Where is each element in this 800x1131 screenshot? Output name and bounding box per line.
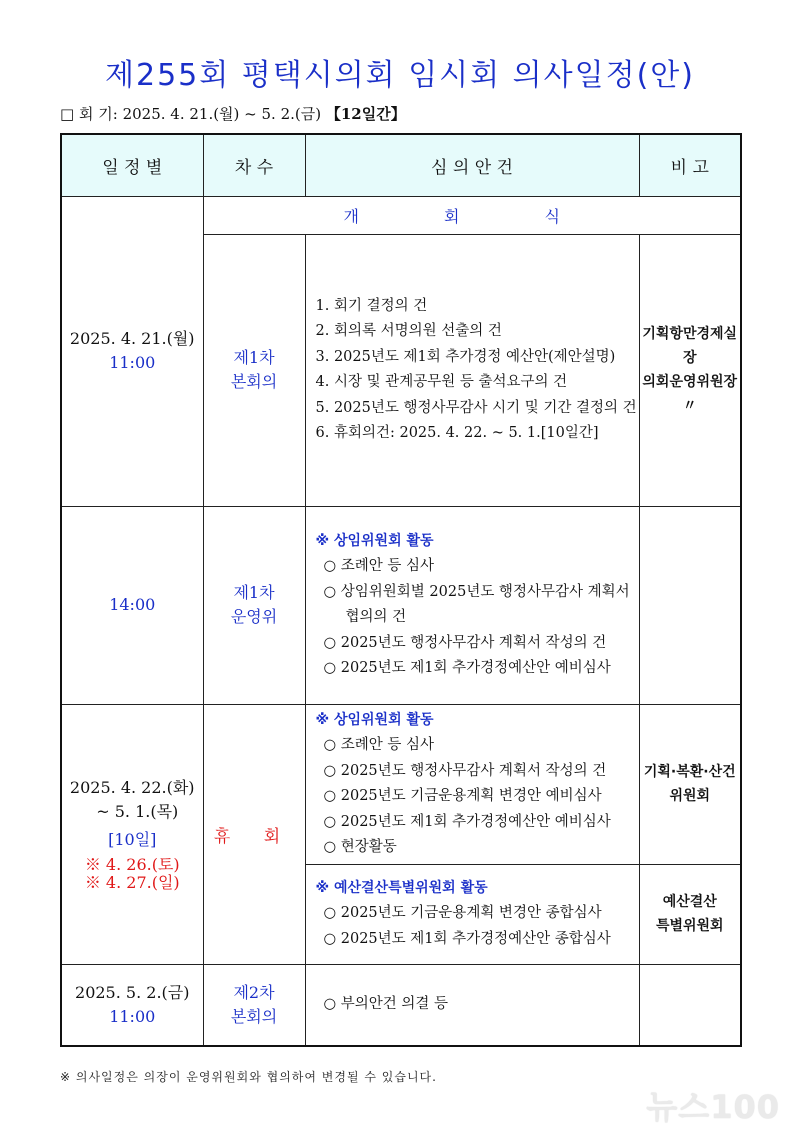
row4-agenda	[305, 864, 639, 964]
row5-order-line1: 제2차	[233, 982, 275, 1002]
row4-remarks	[639, 864, 741, 964]
row5-agenda	[305, 964, 639, 1046]
row1-order-line1: 제1차	[233, 348, 275, 367]
row5-order	[203, 964, 305, 1046]
list-item: ○ 상임위원회별 2025년도 행정사무감사 계획서	[323, 583, 630, 600]
list-item: 6. 휴회의건: 2025. 4. 22. ~ 5. 1.[10일간]	[315, 425, 599, 441]
header-remarks: 비 고	[639, 134, 741, 196]
row3-remark-line1: 기획·복환·산건	[643, 764, 736, 780]
list-item: ○ 2025년도 제1회 추가경정예산안 종합심사	[323, 930, 611, 947]
row2-order-line2: 운영위	[230, 607, 278, 626]
row4-remark-line2: 특별위원회	[655, 918, 724, 934]
row3-date-line1: 2025. 4. 22.(화)	[69, 778, 195, 797]
row1-time: 11:00	[109, 353, 156, 372]
row3-order: 휴 회	[203, 704, 305, 964]
row2-time: 14:00	[61, 506, 203, 704]
row4-heading: ※ 예산결산특별위원회 활동	[315, 879, 488, 896]
list-item: ○ 부의안건 의결 등	[323, 996, 449, 1012]
row1-remark-line3: 〃	[682, 398, 697, 414]
table-row	[61, 964, 741, 1046]
opening-ceremony: 개 회 식	[203, 196, 741, 234]
table-header-row	[61, 134, 741, 196]
row3-days: [10일]	[108, 830, 157, 849]
list-item: ○ 2025년도 기금운용계획 변경안 종합심사	[323, 905, 602, 922]
row2-heading: ※ 상임위원회 활동	[315, 532, 434, 549]
list-item: 3. 2025년도 제1회 추가경정 예산안(제안설명)	[315, 348, 616, 365]
list-item: 4. 시장 및 관계공무원 등 출석요구의 건	[315, 374, 568, 390]
table-row	[61, 196, 741, 234]
list-item: ○ 조례안 등 심사	[323, 737, 435, 753]
row5-remarks	[639, 964, 741, 1046]
checkbox-square-icon: □	[60, 105, 75, 123]
row3-remarks	[639, 704, 741, 864]
header-schedule: 일 정 별	[61, 134, 203, 196]
list-item: ○ 현장활동	[323, 839, 397, 855]
session-days: 【12일간】	[325, 105, 406, 123]
list-item: ○ 2025년도 기금운용계획 변경안 예비심사	[323, 788, 602, 804]
row4-remark-line1: 예산결산	[662, 894, 717, 910]
footer-note: ※ 의사일정은 의장이 운영위원회와 협의하여 변경될 수 있습니다.	[60, 1070, 437, 1084]
header-order: 차 수	[203, 134, 305, 196]
table-row	[61, 704, 741, 864]
row1-agenda	[305, 234, 639, 506]
list-item: 2. 회의록 서명의원 선출의 건	[315, 323, 502, 339]
row2-order-line1: 제1차	[233, 583, 275, 602]
list-item: 1. 회기 결정의 건	[315, 297, 428, 314]
list-item: ○ 2025년도 제1회 추가경정예산안 예비심사	[323, 660, 611, 676]
list-item: ○ 2025년도 행정사무감사 계획서 작성의 건	[323, 762, 607, 779]
session-period	[60, 103, 406, 124]
list-item: 5. 2025년도 행정사무감사 시기 및 기간 결정의 건	[315, 399, 637, 416]
row1-remarks	[639, 234, 741, 506]
row1-date-cell	[61, 196, 203, 506]
row5-order-line2: 본회의	[230, 1006, 278, 1026]
header-agenda: 심 의 안 건	[305, 134, 639, 196]
row1-order-line2: 본회의	[230, 372, 278, 391]
page-title: 제255회 평택시의회 임시회 의사일정(안)	[105, 58, 695, 93]
row2-order	[203, 506, 305, 704]
row2-agenda	[305, 506, 639, 704]
row3-holiday1: ※ 4. 26.(토)	[84, 855, 180, 874]
schedule-table	[60, 133, 742, 1047]
session-dates: 2025. 4. 21.(월) ~ 5. 2.(금)	[122, 105, 322, 123]
row3-date-line2: ~ 5. 1.(목)	[96, 802, 179, 821]
row1-remark-line2: 의회운영위원장	[642, 374, 738, 390]
session-label: 회 기:	[78, 105, 118, 123]
row3-remark-line2: 위원회	[669, 788, 711, 804]
row1-remark-line1: 기획항만경제실장	[642, 326, 738, 366]
row1-order	[203, 234, 305, 506]
row1-date: 2025. 4. 21.(월)	[69, 329, 195, 348]
list-item: 협의의 건	[345, 609, 407, 625]
row3-holiday2: ※ 4. 27.(일)	[84, 873, 180, 892]
list-item: ○ 2025년도 제1회 추가경정예산안 예비심사	[323, 813, 611, 830]
row5-date: 2025. 5. 2.(금)	[75, 982, 190, 1002]
row5-time: 11:00	[109, 1006, 156, 1026]
list-item: ○ 2025년도 행정사무감사 계획서 작성의 건	[323, 634, 607, 651]
list-item: ○ 조례안 등 심사	[323, 558, 435, 574]
row2-remarks	[639, 506, 741, 704]
news-watermark-logo: 뉴스100	[646, 1088, 780, 1126]
table-row	[61, 506, 741, 704]
row3-heading: ※ 상임위원회 활동	[315, 711, 434, 728]
row3-agenda	[305, 704, 639, 864]
row3-date-cell	[61, 704, 203, 964]
row5-date-cell	[61, 964, 203, 1046]
